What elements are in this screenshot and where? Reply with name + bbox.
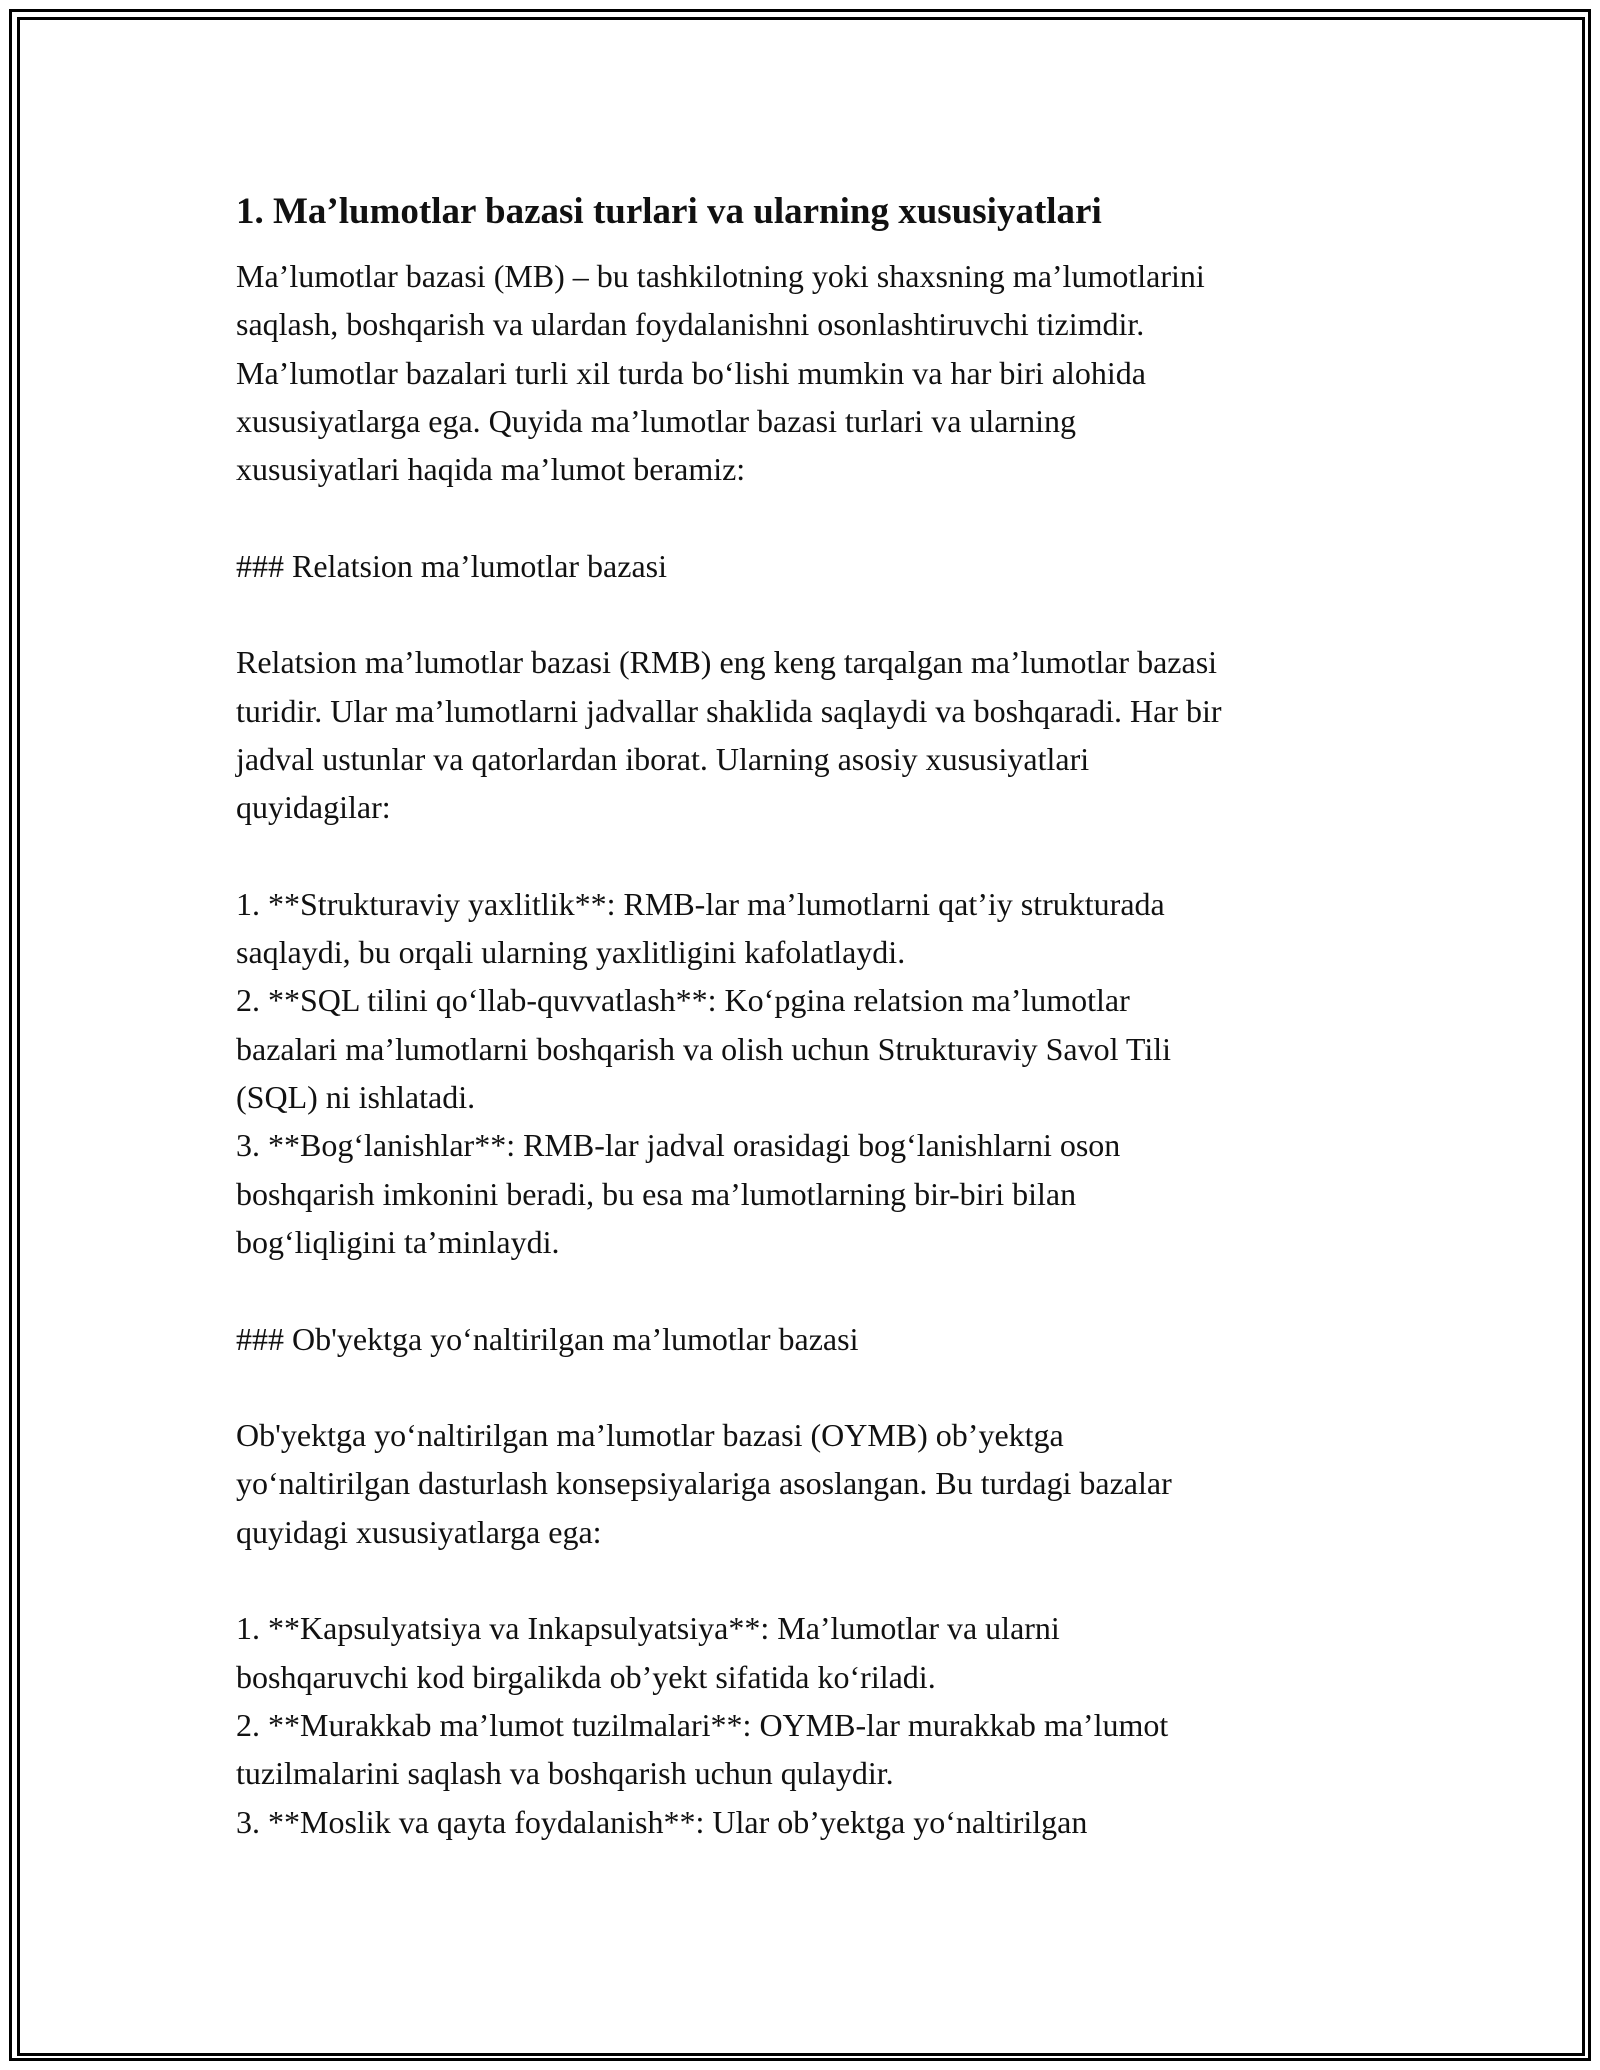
list-line: (SQL) ni ishlatadi. [236,1079,476,1116]
section-heading-object-oriented: ### Ob'yektga yo‘naltirilgan ma’lumotlar bazasi [236,1320,859,1357]
paragraph-line: quyidagi xususiyatlarga ega: [236,1513,602,1550]
relational-intro-paragraph [236,638,1396,831]
blank-line [236,1266,1396,1314]
blank-line [236,1556,1396,1604]
list-line: bog‘liqligini ta’minlaydi. [236,1223,560,1260]
list-line: 2. **SQL tilini qo‘llab-quvvatlash**: Ko‘pgina relatsion ma’lumotlar [236,982,1130,1019]
intro-line: Ma’lumotlar bazasi (MB) – bu tashkilotning yoki shaxsning ma’lumotlarini [236,258,1205,294]
blank-line [236,832,1396,880]
intro-paragraph [236,252,1396,493]
paragraph-line: jadval ustunlar va qatorlardan iborat. Ularning asosiy xususiyatlari [236,740,1090,777]
document-title: 1. Ma’lumotlar bazasi turlari va ularning xususiyatlari [236,191,1102,232]
blank-line [236,1363,1396,1411]
list-line: saqlaydi, bu orqali ularning yaxlitligini kafolatlaydi. [236,934,906,971]
list-line: tuzilmalarini saqlash va boshqarish uchun qulaydir. [236,1755,894,1792]
list-line: 3. **Moslik va qayta foydalanish**: Ular ob’yektga yo‘naltirilgan [236,1803,1088,1840]
paragraph-line: Relatsion ma’lumotlar bazasi (RMB) eng keng tarqalgan ma’lumotlar bazasi [236,644,1218,681]
paragraph-line: yo‘naltirilgan dasturlash konsepsiyalariga asoslangan. Bu turdagi bazalar [236,1465,1172,1502]
document-body [236,186,1396,1846]
list-line: 1. **Kapsulyatsiya va Inkapsulyatsiya**: Ma’lumotlar va ularni [236,1610,1060,1647]
object-oriented-features-list [236,1604,1396,1845]
list-line: 3. **Bog‘lanishlar**: RMB-lar jadval orasidagi bog‘lanishlarni oson [236,1127,1121,1164]
list-line: boshqaruvchi kod birgalikda ob’yekt sifatida ko‘riladi. [236,1658,936,1695]
blank-line [236,590,1396,638]
blank-line [236,493,1396,541]
paragraph-line: Ob'yektga yo‘naltirilgan ma’lumotlar bazasi (OYMB) ob’yektga [236,1417,1064,1454]
list-line: bazalari ma’lumotlarni boshqarish va olish uchun Strukturaviy Savol Tili [236,1030,1171,1067]
intro-line: xususiyatlarga ega. Quyida ma’lumotlar bazasi turlari va ularning [236,402,1077,439]
list-line: 1. **Strukturaviy yaxlitlik**: RMB-lar ma’lumotlarni qat’iy strukturada [236,885,1165,922]
list-line: boshqarish imkonini beradi, bu esa ma’lumotlarning bir-biri bilan [236,1175,1077,1212]
paragraph-line: quyidagilar: [236,789,391,826]
intro-line: xususiyatlari haqida ma’lumot beramiz: [236,451,746,488]
object-oriented-intro-paragraph [236,1411,1396,1556]
section-heading-relational: ### Relatsion ma’lumotlar bazasi [236,547,667,584]
list-line: 2. **Murakkab ma’lumot tuzilmalari**: OYMB-lar murakkab ma’lumot [236,1706,1169,1743]
relational-features-list [236,880,1396,1266]
intro-line: Ma’lumotlar bazalari turli xil turda bo‘lishi mumkin va har biri alohida [236,354,1146,391]
paragraph-line: turidir. Ular ma’lumotlarni jadvallar shaklida saqlaydi va boshqaradi. Har bir [236,692,1222,729]
intro-line: saqlash, boshqarish va ulardan foydalanishni osonlashtiruvchi tizimdir. [236,306,1145,343]
